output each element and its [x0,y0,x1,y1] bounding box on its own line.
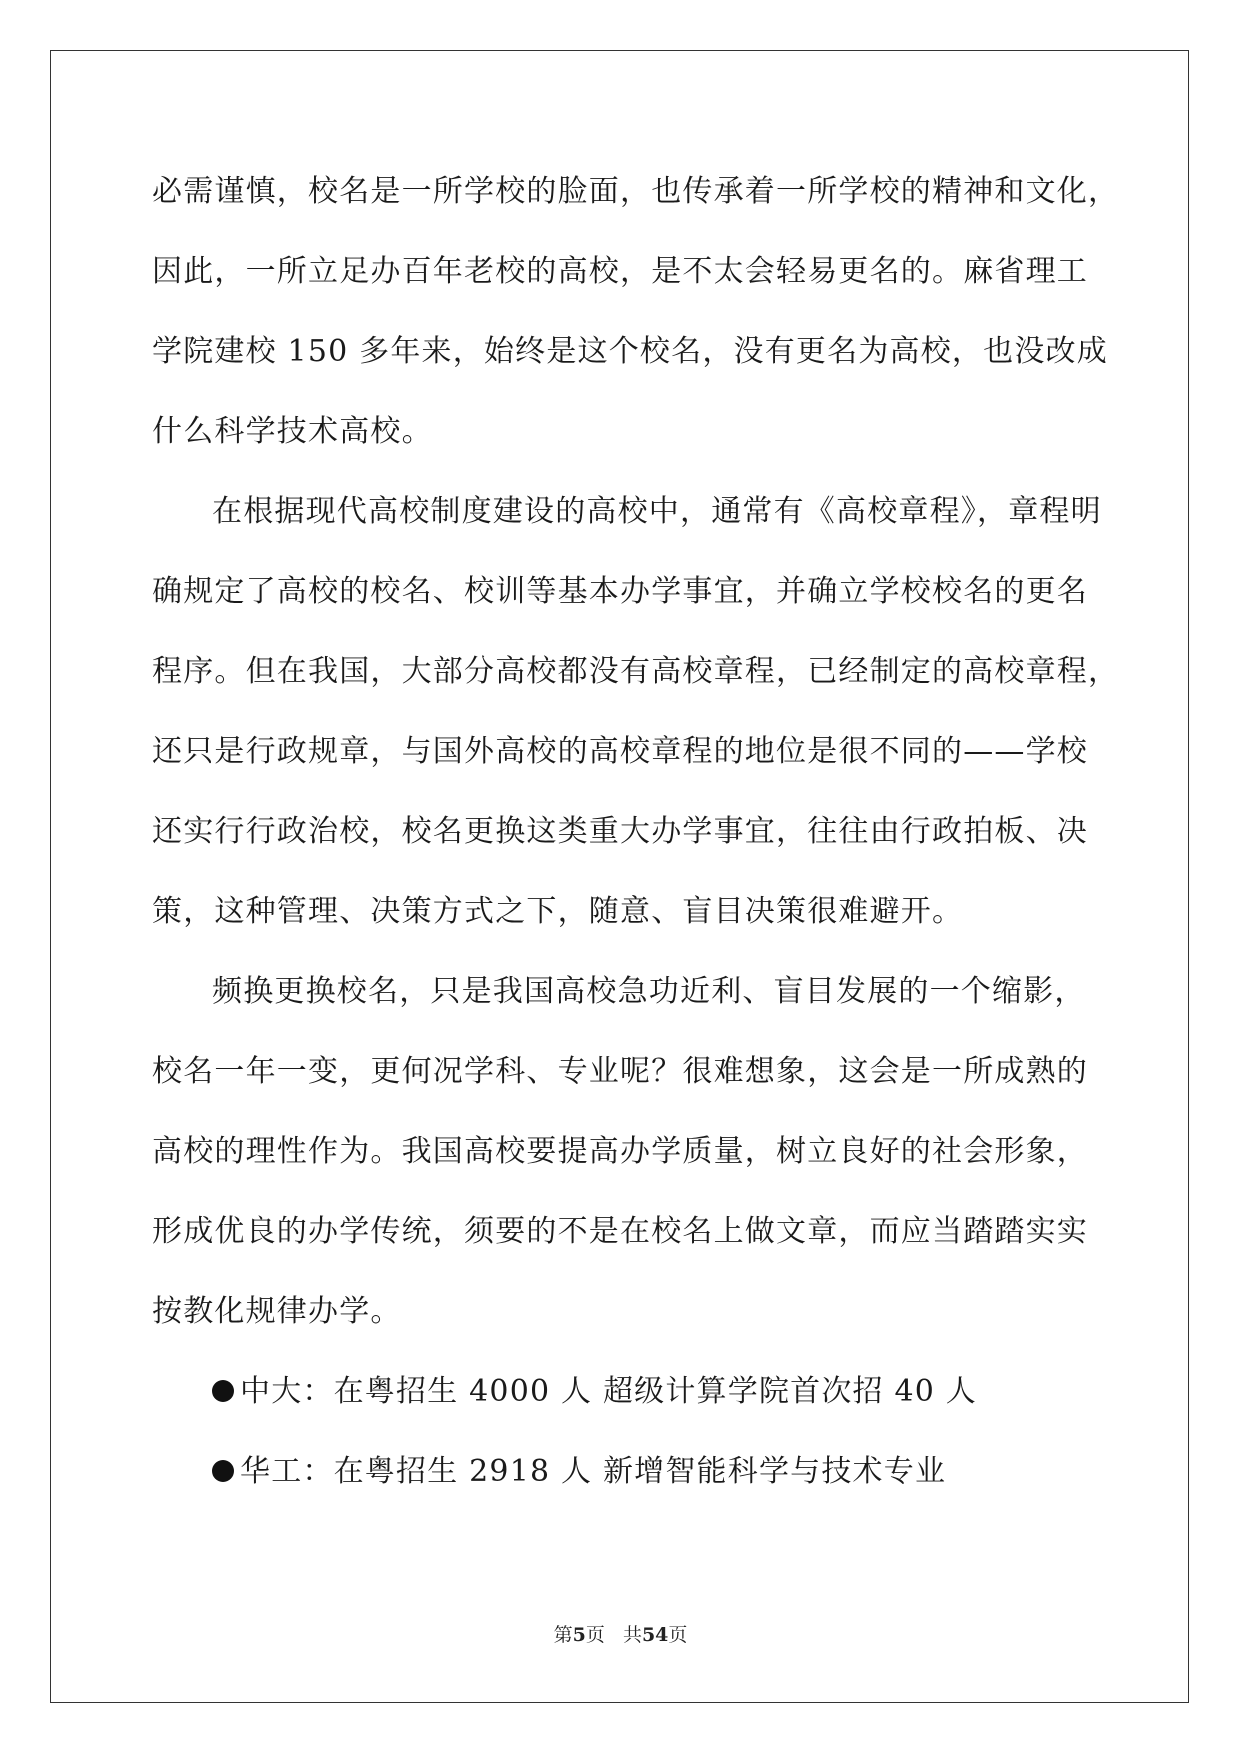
text-line: 程序。但在我国，大部分高校都没有高校章程，已经制定的高校章程， [152,654,1120,689]
bullet-item [152,1360,1092,1440]
text-line: 还只是行政规章，与国外高校的高校章程的地位是很不同的——学校 [152,734,1088,769]
document-body [152,160,1120,1520]
footer-prefix: 第 [553,1624,573,1646]
bullet-dot-icon [212,1460,234,1482]
page-footer [0,1620,1241,1647]
bullet-text: 中大：在粤招生 4000 人 超级计算学院首次招 40 人 [240,1374,978,1409]
footer-suffix: 页 [668,1624,688,1646]
bullet-item [152,1440,1092,1520]
footer-page-number: 5 [572,1624,586,1646]
text-line: 确规定了高校的校名、校训等基本办学事宜，并确立学校校名的更名 [152,574,1088,609]
text-line: 什么科学技术高校。 [152,414,433,449]
footer-mid: 页 共 [585,1624,642,1646]
text-line: 必需谨慎，校名是一所学校的脸面，也传承着一所学校的精神和文化， [152,174,1120,209]
paragraph-3 [152,960,1092,1360]
text-line: 在根据现代高校制度建设的高校中，通常有《高校章程》，章程明 [212,494,1102,529]
text-line: 校名一年一变，更何况学科、专业呢？很难想象，这会是一所成熟的 [152,1054,1088,1089]
text-line: 频换更换校名，只是我国高校急功近利、盲目发展的一个缩影， [212,974,1086,1009]
footer-total-pages: 54 [641,1624,669,1646]
text-line: 学院建校 150 多年来，始终是这个校名，没有更名为高校，也没改成 [152,334,1108,369]
bullet-text: 华工：在粤招生 2918 人 新增智能科学与技术专业 [240,1454,947,1489]
paragraph-1 [152,160,1120,480]
text-line: 高校的理性作为。我国高校要提高办学质量，树立良好的社会形象， [152,1134,1088,1169]
text-line: 因此，一所立足办百年老校的高校，是不太会轻易更名的。麻省理工 [152,254,1088,289]
text-line: 还实行行政治校，校名更换这类重大办学事宜，往往由行政拍板、决 [152,814,1088,849]
paragraph-2 [152,480,1120,960]
text-line: 形成优良的办学传统，须要的不是在校名上做文章，而应当踏踏实实 [152,1214,1088,1249]
bullet-dot-icon [212,1380,234,1402]
text-line: 策，这种管理、决策方式之下，随意、盲目决策很难避开。 [152,894,964,929]
text-line: 按教化规律办学。 [152,1294,402,1329]
